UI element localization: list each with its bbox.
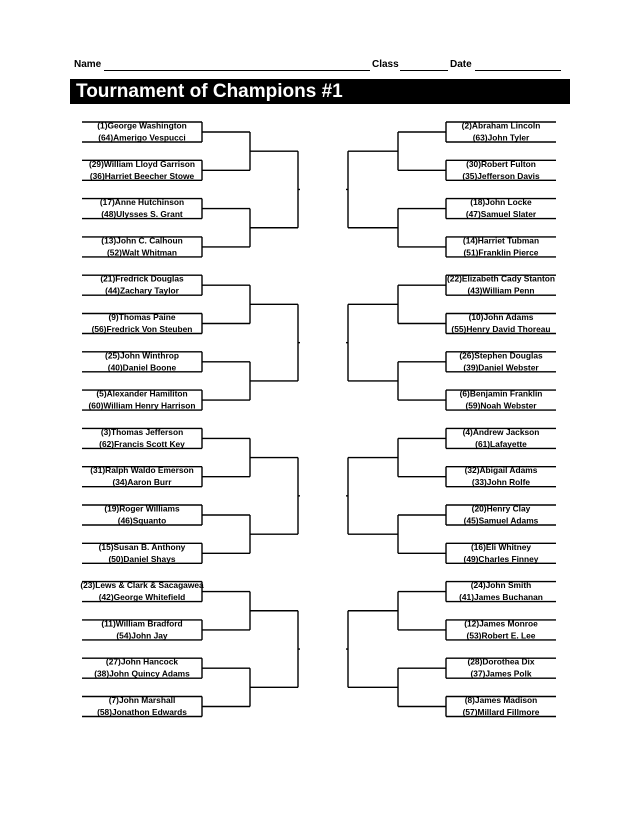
player-name: (26)Stephen Douglas xyxy=(459,350,543,361)
player-name: (5)Alexander Hamiliton xyxy=(96,388,188,399)
class-label: Class xyxy=(372,59,399,70)
player-name: (10)John Adams xyxy=(468,312,534,322)
player-name: (40)Daniel Boone xyxy=(107,362,177,373)
player-name: (18)John Locke xyxy=(470,197,532,208)
player-name: (54)John Jay xyxy=(116,630,168,641)
player-name: (9)Thomas Paine xyxy=(108,312,176,322)
player-name: (33)John Rolfe xyxy=(471,477,531,488)
player-name: (22)Elizabeth Cady Stanton xyxy=(447,273,555,284)
player-name: (61)Lafayette xyxy=(475,438,527,449)
player-name: (14)Harriet Tubman xyxy=(462,235,540,246)
player-name: (1)George Washington xyxy=(97,120,187,131)
player-name: (28)Dorothea Dix xyxy=(467,656,535,667)
player-name: (12)James Monroe xyxy=(464,618,538,629)
player-name: (23)Lews & Clark & Sacagawea xyxy=(80,580,204,591)
player-name: (16)Eli Whitney xyxy=(470,541,532,552)
player-name: (34)Aaron Burr xyxy=(112,477,172,488)
player-name: (45)Samuel Adams xyxy=(463,515,539,526)
player-name: (57)Millard Fillmore xyxy=(462,707,540,717)
player-name: (49)Charles Finney xyxy=(463,553,539,564)
player-name: (62)Francis Scott Key xyxy=(99,438,185,449)
player-name: (51)Franklin Pierce xyxy=(463,247,539,258)
player-name: (56)Fredrick Von Steuben xyxy=(91,324,193,334)
player-name: (55)Henry David Thoreau xyxy=(451,324,551,334)
player-name: (21)Fredrick Douglas xyxy=(100,273,184,284)
player-name: (31)Ralph Waldo Emerson xyxy=(90,465,194,476)
player-name: (47)Samuel Slater xyxy=(465,209,537,220)
player-name: (53)Robert E. Lee xyxy=(466,630,536,641)
player-name: (25)John Winthrop xyxy=(105,350,179,361)
player-name: (46)Squanto xyxy=(117,515,167,526)
player-name: (35)Jefferson Davis xyxy=(462,170,540,181)
player-name: (44)Zachary Taylor xyxy=(105,285,179,296)
player-name: (42)George Whitefield xyxy=(98,592,186,603)
player-name: (13)John C. Calhoun xyxy=(101,235,183,246)
player-name: (64)Amerigo Vespucci xyxy=(98,132,186,143)
player-name: (52)Walt Whitman xyxy=(107,247,177,258)
player-name: (43)William Penn xyxy=(467,285,535,296)
player-name: (8)James Madison xyxy=(464,695,538,705)
player-name: (58)Jonathon Edwards xyxy=(97,707,187,717)
player-name: (50)Daniel Shays xyxy=(108,553,176,564)
player-name: (32)Abigail Adams xyxy=(464,465,538,476)
player-name: (29)William Lloyd Garrison xyxy=(88,158,196,169)
player-name: (63)John Tyler xyxy=(472,132,530,143)
name-label: Name xyxy=(74,59,102,70)
player-name: (4)Andrew Jackson xyxy=(462,426,540,437)
player-name: (6)Benjamin Franklin xyxy=(459,388,543,399)
player-name: (59)Noah Webster xyxy=(465,400,537,411)
player-name: (36)Harriet Beecher Stowe xyxy=(89,170,195,181)
player-name: (60)William Henry Harrison xyxy=(88,400,196,411)
player-name: (24)John Smith xyxy=(470,580,532,591)
player-name: (2)Abraham Lincoln xyxy=(461,120,541,131)
player-name: (30)Robert Fulton xyxy=(466,158,536,169)
player-name: (27)John Hancock xyxy=(105,656,179,667)
player-name: (37)James Polk xyxy=(470,668,532,679)
player-name: (48)Ulysses S. Grant xyxy=(101,209,183,220)
player-name: (3)Thomas Jefferson xyxy=(100,426,184,437)
player-name: (15)Susan B. Anthony xyxy=(98,541,186,552)
player-name: (38)John Quincy Adams xyxy=(94,668,190,679)
player-name: (17)Anne Hutchinson xyxy=(99,197,185,208)
player-name: (39)Daniel Webster xyxy=(463,362,539,373)
player-name: (7)John Marshall xyxy=(108,695,176,705)
player-name: (41)James Buchanan xyxy=(459,592,543,603)
page-title: Tournament of Champions #1 xyxy=(76,81,343,102)
player-name: (11)William Bradford xyxy=(101,618,183,629)
player-name: (19)Roger Williams xyxy=(104,503,180,514)
player-name: (20)Henry Clay xyxy=(471,503,531,514)
date-label: Date xyxy=(450,59,472,70)
